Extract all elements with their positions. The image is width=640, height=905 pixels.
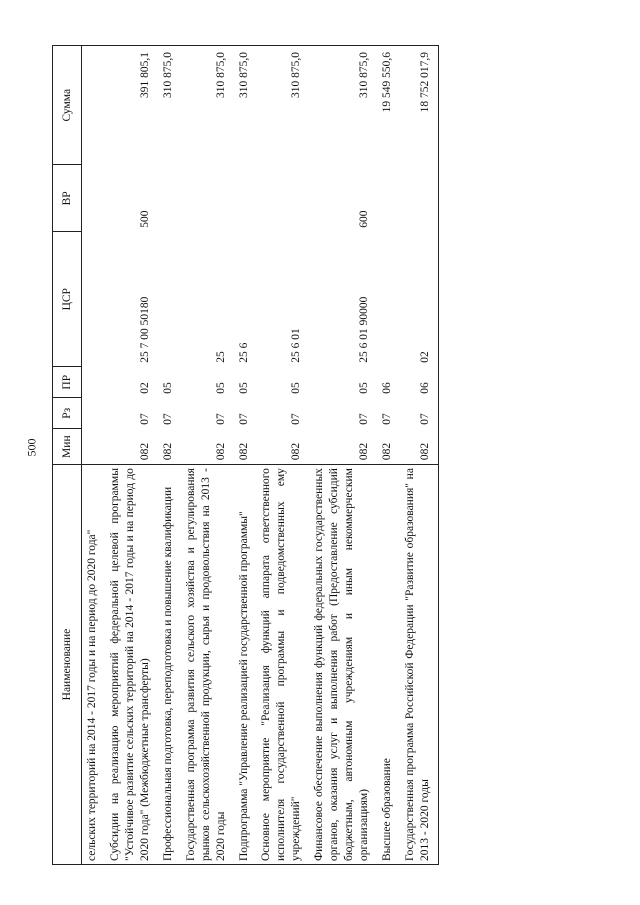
row-vr <box>181 165 234 232</box>
row-rz <box>82 398 105 429</box>
table-row <box>234 46 257 865</box>
row-sum: 19 549 550,6 <box>377 46 400 165</box>
header-sum: Сумма <box>53 46 82 165</box>
row-min: 082 <box>290 442 303 461</box>
table-header-row <box>53 46 82 865</box>
table-row <box>256 46 309 865</box>
row-min: 082 <box>381 442 393 461</box>
row-sum: 391 805,1 <box>105 46 158 165</box>
row-csr <box>82 232 105 367</box>
row-name: Высшее образование <box>377 465 400 865</box>
header-vr: ВР <box>53 165 82 232</box>
table-row <box>309 46 377 865</box>
row-csr: 25 6 01 90000 <box>358 296 371 363</box>
row-vr <box>256 165 309 232</box>
table-row <box>400 46 438 865</box>
row-name: Государственная программа развития сельского хозяйства и регулирования рынков сельскохозяйственной продукции, сырья и продовольствия на 2013 - 2020 годы <box>181 465 234 865</box>
row-name: Субсидии на реализацию мероприятий федеральной целевой программы "Устойчивое развитие сельских территорий на 2014 - 2017 годы и на период до 2020 года" (Межбюджетные трансферты) <box>105 465 158 865</box>
table-row <box>105 46 158 865</box>
row-min: 082 <box>358 442 371 461</box>
row-csr: 25 <box>214 351 227 363</box>
row-rz: 07 <box>214 413 227 425</box>
row-min: 082 <box>214 442 227 461</box>
row-csr <box>158 232 181 367</box>
row-vr <box>158 165 181 232</box>
header-csr: ЦСР <box>53 232 82 367</box>
header-min: Мин <box>53 429 82 465</box>
row-rz: 07 <box>400 398 438 429</box>
row-csr <box>377 232 400 367</box>
budget-table <box>52 45 439 865</box>
row-pr: 05 <box>214 382 227 394</box>
page-number: 500 <box>24 438 39 456</box>
row-sum <box>82 46 105 165</box>
header-name: Наименование <box>53 465 82 865</box>
row-csr: 02 <box>400 232 438 367</box>
row-pr: 02 <box>138 382 151 394</box>
row-pr: 05 <box>161 382 174 394</box>
row-pr: 06 <box>381 382 393 394</box>
row-vr <box>400 165 438 232</box>
row-sum: 18 752 017,9 <box>400 46 438 165</box>
row-min <box>82 429 105 465</box>
row-name: Подпрограмма "Управление реализацией государственной программы" <box>234 465 257 865</box>
row-csr: 25 6 <box>237 342 250 363</box>
row-min: 082 <box>400 429 438 465</box>
row-min: 082 <box>237 442 250 461</box>
row-sum: 310 875,0 <box>256 46 309 165</box>
row-rz: 07 <box>138 413 151 425</box>
row-sum: 310 875,0 <box>309 46 377 165</box>
row-pr: 05 <box>358 382 371 394</box>
row-pr: 05 <box>290 382 303 394</box>
row-name: Профессиональная подготовка, переподготовка и повышение квалификации <box>158 465 181 865</box>
header-pr: ПР <box>53 367 82 398</box>
row-pr: 05 <box>237 382 250 394</box>
row-pr <box>82 367 105 398</box>
row-min: 082 <box>138 442 151 461</box>
row-vr <box>377 165 400 232</box>
row-vr: 600 <box>358 210 371 228</box>
budget-table-sheet <box>52 45 640 865</box>
row-rz: 07 <box>290 413 303 425</box>
row-sum: 310 875,0 <box>234 46 257 165</box>
row-sum: 310 875,0 <box>158 46 181 165</box>
row-vr: 500 <box>138 210 151 228</box>
row-rz: 07 <box>237 413 250 425</box>
table-row <box>377 46 400 865</box>
row-vr <box>234 165 257 232</box>
row-csr: 25 6 01 <box>290 328 303 363</box>
row-rz: 07 <box>358 413 371 425</box>
row-rz: 07 <box>381 413 393 425</box>
row-name: Основное мероприятие "Реализация функций аппарата ответственного исполнителя государственной программы и подведомственных ему учреждений" <box>256 465 309 865</box>
table-row <box>181 46 234 865</box>
row-name: Государственная программа Российской Федерации "Развитие образования" на 2013 - 2020 годы <box>400 465 438 865</box>
row-pr: 06 <box>400 367 438 398</box>
row-name: Финансовое обеспечение выполнения функций федеральных государственных органов, оказания услуг и выполнения работ (Предоставление субсидий бюджетным, автономным учреждениям и иным некоммерческим организациям) <box>309 465 377 865</box>
row-rz: 07 <box>161 413 174 425</box>
row-name: сельских территорий на 2014 - 2017 годы и на период до 2020 года" <box>82 465 105 865</box>
row-sum: 310 875,0 <box>181 46 234 165</box>
table-row <box>82 46 105 865</box>
row-csr: 25 7 00 50180 <box>138 296 151 363</box>
row-vr <box>82 165 105 232</box>
table-row <box>158 46 181 865</box>
header-rz: Рз <box>53 398 82 429</box>
row-min: 082 <box>161 442 174 461</box>
